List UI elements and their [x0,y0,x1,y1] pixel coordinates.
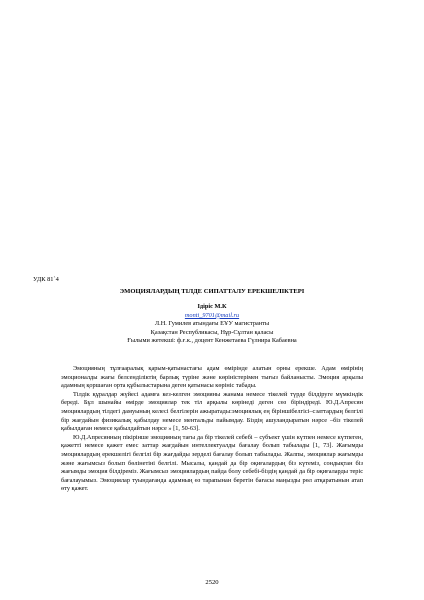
author-block [0,303,424,346]
article-title: ЭМОЦИЯЛАРДЫҢ ТІЛДЕ СИПАТТАЛУ ЕРЕКШЕЛІКТЕРІ [119,288,305,295]
author-name: Ідірiс М.К [197,303,227,310]
author-email-link[interactable]: monti_9701@mail.ru [184,311,240,319]
body-paragraph-1: Эмоцияның тұлғааралық қарым-қатынастағы адам өмірінде алатын орны ерекше. Адам өмірінің эмоционалды жағы белсенділіктің барлық түріне және көріністерімен тығыз байланысты. Эмоция арқылы адамның қоршаған орта құбылыстарына деген қатынасы көрініс табады. [61,365,363,390]
author-email-line [0,312,424,321]
affiliation-line-3: Ғылыми жетекші: ф.ғ.к., доцент Кенжетаева Гүлнира Кабаевна [127,337,297,345]
affiliation-line-1: Л.Н. Гумилев атындағы ЕҰУ магистранты [154,320,270,328]
page-number: 2520 [205,579,219,586]
article-body [61,365,363,494]
body-paragraph-2: Тілдік құралдар жүйесі адамға кез-келген эмоцияны жанама немесе тікелей түрде білдіруге мүмкіндік береді. Бұл шынайы өмірде эмоциялар тек тіл арқылы көрінеді деген сөз біріндіреді. Ю.Д.Апресян эмоциялардың тілдегі дамуының келесі белгілерін ажыратады:эмоциялық ең бірiншiбелгiсi–сзаттардың белгілі бір жағдайын физикалық қабылдау немесе ментальды пайымдау. Біздің ашуландыратын нәрсе –біз тікелей қабылдаған немесе қабылдайтын нәрсе » [1, 50-63]. [61,390,363,433]
udk-code: УДК 81`4 [33,276,59,283]
affiliation-line-2: Қазақстан Республикасы, Нұр-Сұлтан қаласы [150,328,274,336]
body-paragraph-3: Ю.Д.Апресянның пікірінше эмоцияның тағы да бір тікелей себебі – субъект үшін күтпен немесе күтпеген, қажетті немесе қажет емес заттар жағдайын интеллектуалды бағалау болып табылады [1, 73]. Жағымды эмоциялардың ерекшелігі белгілі бір жағдайды зердeлі бағалау болып табылады. Жалпы, эмоциялар жағымды және жағымсыз болып бөлінетіні белгілі. Мысалы, қандай да бір оқиғалардың біз күтеміз, сондықтан біз жағымды эмоция білдіреміз. Жағымсыз эмоциялардың пайда болу себебі-біздің қандай да бір оқиғаларды теріс бағалауымыз. Эмоциялар туындағанда адамның өз тарапынан беретін бағасы маңызды рөл атқаратынын атап өту қажет. [61,433,363,493]
